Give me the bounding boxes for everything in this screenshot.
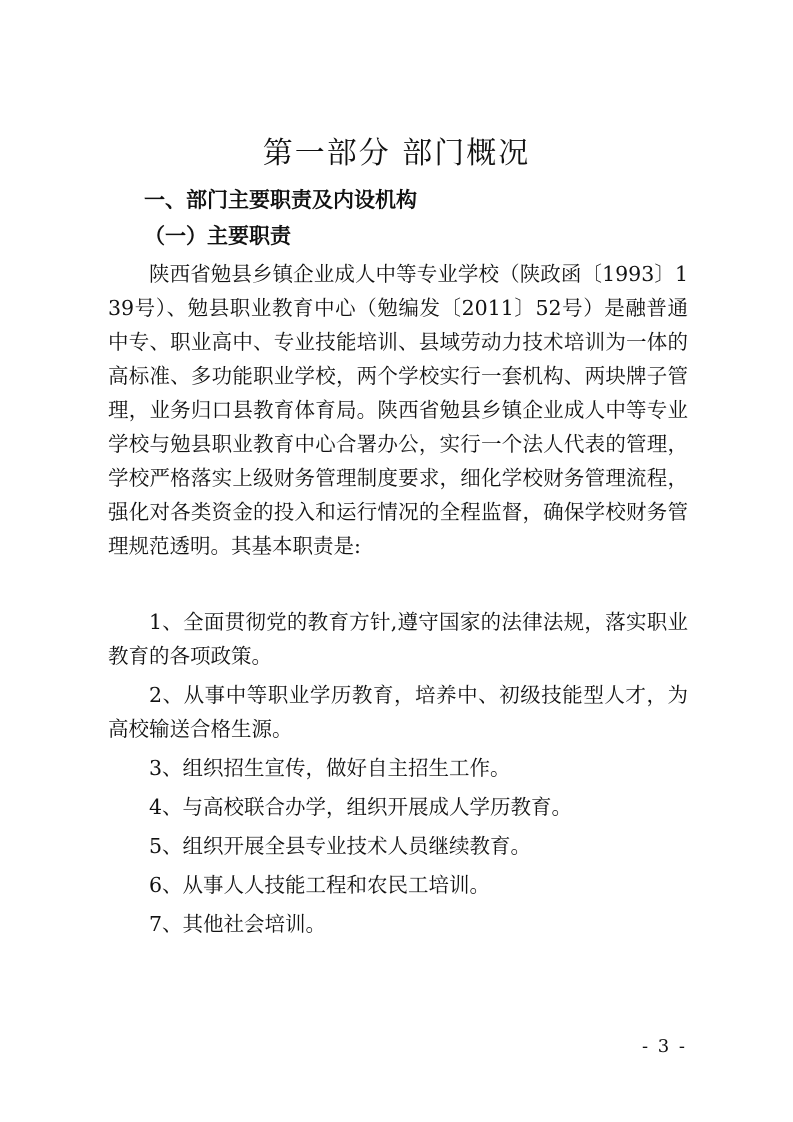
duty-item: 1、全面贯彻党的教育方针,遵守国家的法律法规，落实职业教育的各项政策。 bbox=[108, 610, 688, 668]
page-title: 第一部分 部门概况 bbox=[262, 136, 531, 171]
section-heading: 一、部门主要职责及内设机构 bbox=[144, 188, 417, 212]
duty-item: 2、从事中等职业学历教育，培养中、初级技能型人才，为高校输送合格生源。 bbox=[108, 683, 688, 741]
duty-item: 7、其他社会培训。 bbox=[149, 912, 327, 936]
intro-paragraph: 陕西省勉县乡镇企业成人中等专业学校（陕政函〔1993〕139号）、勉县职业教育中心（勉编发〔2011〕52号）是融普通中专、职业高中、专业技能培训、县域劳动力技术培训为一体的高标准、多功能职业学校，两个学校实行一套机构、两块牌子管理，业务归口县教育体育局。陕西省勉县乡镇企业成人中等专业学校与勉县职业教育中心合署办公，实行一个法人代表的管理，学校严格落实上级财务管理制度要求，细化学校财务管理流程，强化对各类资金的投入和运行情况的全程监督，确保学校财务管理规范透明。其基本职责是: bbox=[108, 262, 688, 558]
duty-item: 5、组织开展全县专业技术人员继续教育。 bbox=[149, 834, 532, 858]
duty-item: 3、组织招生宣传，做好自主招生工作。 bbox=[149, 756, 511, 780]
duty-item: 4、与高校联合办学，组织开展成人学历教育。 bbox=[149, 795, 573, 819]
duty-item: 6、从事人人技能工程和农民工培训。 bbox=[149, 873, 491, 897]
subsection-heading: （一）主要职责 bbox=[144, 223, 291, 248]
duty-list bbox=[108, 605, 688, 946]
page-number: - 3 - bbox=[641, 1036, 687, 1057]
